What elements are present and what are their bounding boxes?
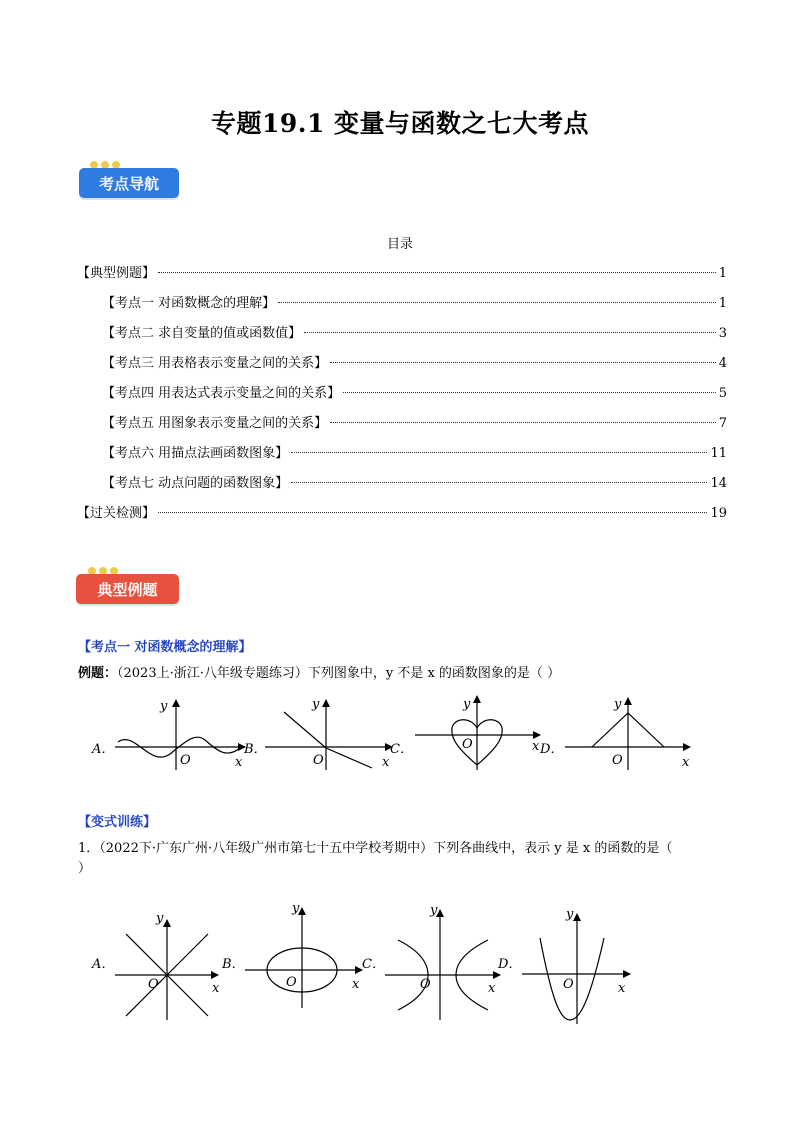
toc-entry-label: 【考点五 用图象表示变量之间的关系】: [102, 416, 328, 431]
origin-label: O: [286, 975, 297, 990]
toc-leader: [278, 302, 716, 303]
toc-entry-page: 14: [710, 476, 727, 491]
toc-entry-page: 11: [710, 446, 727, 461]
toc-entry-label: 【考点七 动点问题的函数图象】: [102, 476, 289, 491]
toc-entry-label: 【考点一 对函数概念的理解】: [102, 296, 276, 311]
example-text: （2023上·浙江·八年级专题练习）下列图象中，y 不是 x 的函数图象的是（ ）: [117, 666, 561, 681]
toc-leader: [304, 332, 716, 333]
x-axis-label: x: [212, 981, 220, 996]
origin-label: O: [148, 977, 159, 992]
y-axis-label: y: [156, 911, 164, 926]
toc-entry[interactable]: [77, 442, 727, 462]
example-graph-b: [243, 697, 392, 770]
y-axis-label: y: [463, 697, 471, 712]
origin-label: O: [462, 737, 473, 752]
nav-badge: [79, 168, 179, 198]
toc-entry[interactable]: [77, 322, 727, 342]
toc-entry[interactable]: [77, 352, 727, 372]
toc-entry-page: 1: [718, 266, 727, 281]
toc-entry[interactable]: [77, 262, 727, 282]
y-axis-label: y: [160, 699, 168, 714]
option-c-label: C．: [390, 742, 413, 757]
variant-heading: 【变式训练】: [78, 815, 157, 830]
y-axis-label: y: [566, 907, 574, 922]
toc-entry-label: 【考点三 用表格表示变量之间的关系】: [102, 356, 328, 371]
toc-entry-label: 【考点四 用表达式表示变量之间的关系】: [102, 386, 341, 401]
x-axis-label: x: [235, 755, 243, 770]
x-axis-label: x: [488, 981, 496, 996]
toc-entry-label: 【考点二 求自变量的值或函数值】: [102, 326, 302, 341]
x-axis-label: x: [382, 755, 390, 770]
page-title: 专题19.1 变量与函数之七大考点: [210, 109, 590, 138]
variant-graph-a: [91, 911, 220, 1020]
origin-label: O: [563, 977, 574, 992]
toc-entry-label: 【考点六 用描点法画函数图象】: [102, 446, 289, 461]
toc-entry-page: 1: [718, 296, 727, 311]
variant-figures: [0, 900, 800, 1030]
variant-graph-d: [497, 907, 630, 1024]
x-axis-label: x: [352, 977, 360, 992]
toc-heading: 目录: [386, 237, 413, 252]
toc-leader: [330, 422, 716, 423]
toc-entry-page: 7: [718, 416, 727, 431]
variant-option-b-label: B．: [222, 957, 245, 972]
origin-label: O: [313, 753, 324, 768]
example-graph-c: [390, 696, 540, 770]
example-graph-a: [91, 699, 245, 770]
toc-entry[interactable]: [77, 382, 727, 402]
y-axis-label: y: [614, 697, 622, 712]
origin-label: O: [612, 753, 623, 768]
toc-entry-page: 19: [710, 506, 727, 521]
variant-option-a-label: A．: [92, 957, 115, 972]
x-axis-label: x: [618, 981, 626, 996]
nav-badge-label: 考点导航: [98, 174, 159, 193]
variant-option-d-label: D．: [498, 957, 522, 972]
toc-entry-page: 5: [718, 386, 727, 401]
toc-entry[interactable]: [77, 412, 727, 432]
y-axis-label: y: [312, 697, 320, 712]
toc-leader: [291, 482, 707, 483]
section-heading: 【考点一 对函数概念的理解】: [78, 640, 252, 655]
example-prefix: 例题：: [78, 666, 118, 681]
toc-entry-label: 【过关检测】: [77, 506, 156, 521]
option-a-label: A．: [92, 742, 115, 757]
toc-entry-page: 3: [718, 326, 727, 341]
example-question: [78, 664, 728, 684]
x-axis-label: x: [532, 739, 540, 754]
variant-graph-c: [362, 903, 500, 1020]
example-figures: [0, 690, 800, 775]
origin-label: O: [420, 977, 431, 992]
toc-leader: [343, 392, 716, 393]
toc: [77, 262, 727, 522]
x-axis-label: x: [682, 755, 690, 770]
examples-badge: [76, 574, 179, 604]
toc-leader: [158, 272, 716, 273]
examples-badge-label: 典型例题: [97, 580, 158, 599]
y-axis-label: y: [292, 901, 300, 916]
variant-q1-text: 1．（2022下·广东广州·八年级广州市第七十五中学校考期中）下列各曲线中，表示 y 是 x 的函数的是（: [78, 841, 673, 856]
toc-leader: [158, 512, 707, 513]
option-b-label: B．: [244, 742, 267, 757]
option-d-label: D．: [540, 742, 564, 757]
toc-entry[interactable]: [77, 502, 727, 522]
toc-entry-page: 4: [718, 356, 727, 371]
origin-label: O: [180, 753, 191, 768]
example-graph-d: [539, 697, 690, 770]
variant-question-1: [78, 839, 733, 879]
toc-leader: [330, 362, 716, 363]
variant-option-c-label: C．: [362, 957, 385, 972]
toc-entry[interactable]: [77, 472, 727, 492]
toc-entry[interactable]: [77, 292, 727, 312]
toc-leader: [291, 452, 707, 453]
variant-q1-tail: ）: [78, 861, 92, 876]
toc-entry-label: 【典型例题】: [77, 266, 156, 281]
y-axis-label: y: [430, 903, 438, 918]
variant-graph-b: [221, 901, 362, 1008]
